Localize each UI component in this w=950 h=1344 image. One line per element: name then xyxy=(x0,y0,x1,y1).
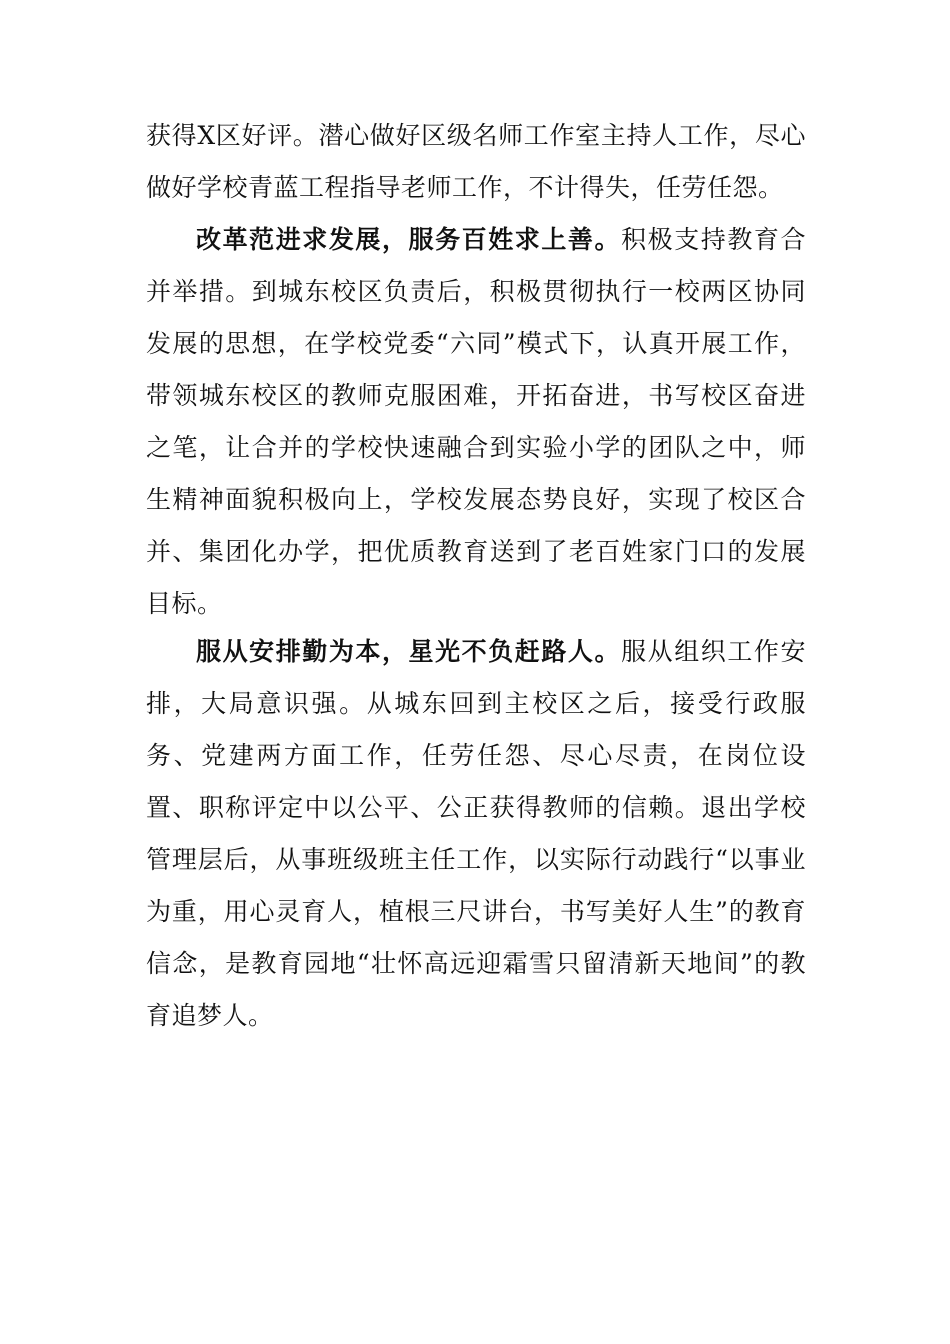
paragraph-3 xyxy=(146,626,806,1042)
paragraph-2-body: 积极支持教育合并举措。到城东校区负责后，积极贯彻执行一校两区协同发展的思想，在学校党委“六同”模式下，认真开展工作，带领城东校区的教师克服困难，开拓奋进，书写校区奋进之笔，让合并的学校快速融合到实验小学的团队之中，师生精神面貌积极向上，学校发展态势良好，实现了校区合并、集团化办学，把优质教育送到了老百姓家门口的发展目标。 xyxy=(146,225,806,618)
paragraph-3-body: 服从组织工作安排，大局意识强。从城东回到主校区之后，接受行政服务、党建两方面工作，任劳任怨、尽心尽责，在岗位设置、职称评定中以公平、公正获得教师的信赖。退出学校管理层后，从事班级班主任工作，以实际行动践行“以事业为重，用心灵育人，植根三尺讲台，书写美好人生”的教育信念，是教育园地“壮怀高远迎霜雪只留清新天地间”的教育追梦人。 xyxy=(146,637,806,1030)
paragraph-1-body: 获得X区好评。潜心做好区级名师工作室主持人工作，尽心做好学校青蓝工程指导老师工作，不计得失，任劳任怨。 xyxy=(146,121,806,202)
paragraph-3-heading: 服从安排勤为本，星光不负赶路人。 xyxy=(196,637,622,666)
paragraph-1 xyxy=(146,110,806,214)
paragraph-2 xyxy=(146,214,806,630)
paragraph-2-heading: 改革范进求发展，服务百姓求上善。 xyxy=(196,225,622,254)
